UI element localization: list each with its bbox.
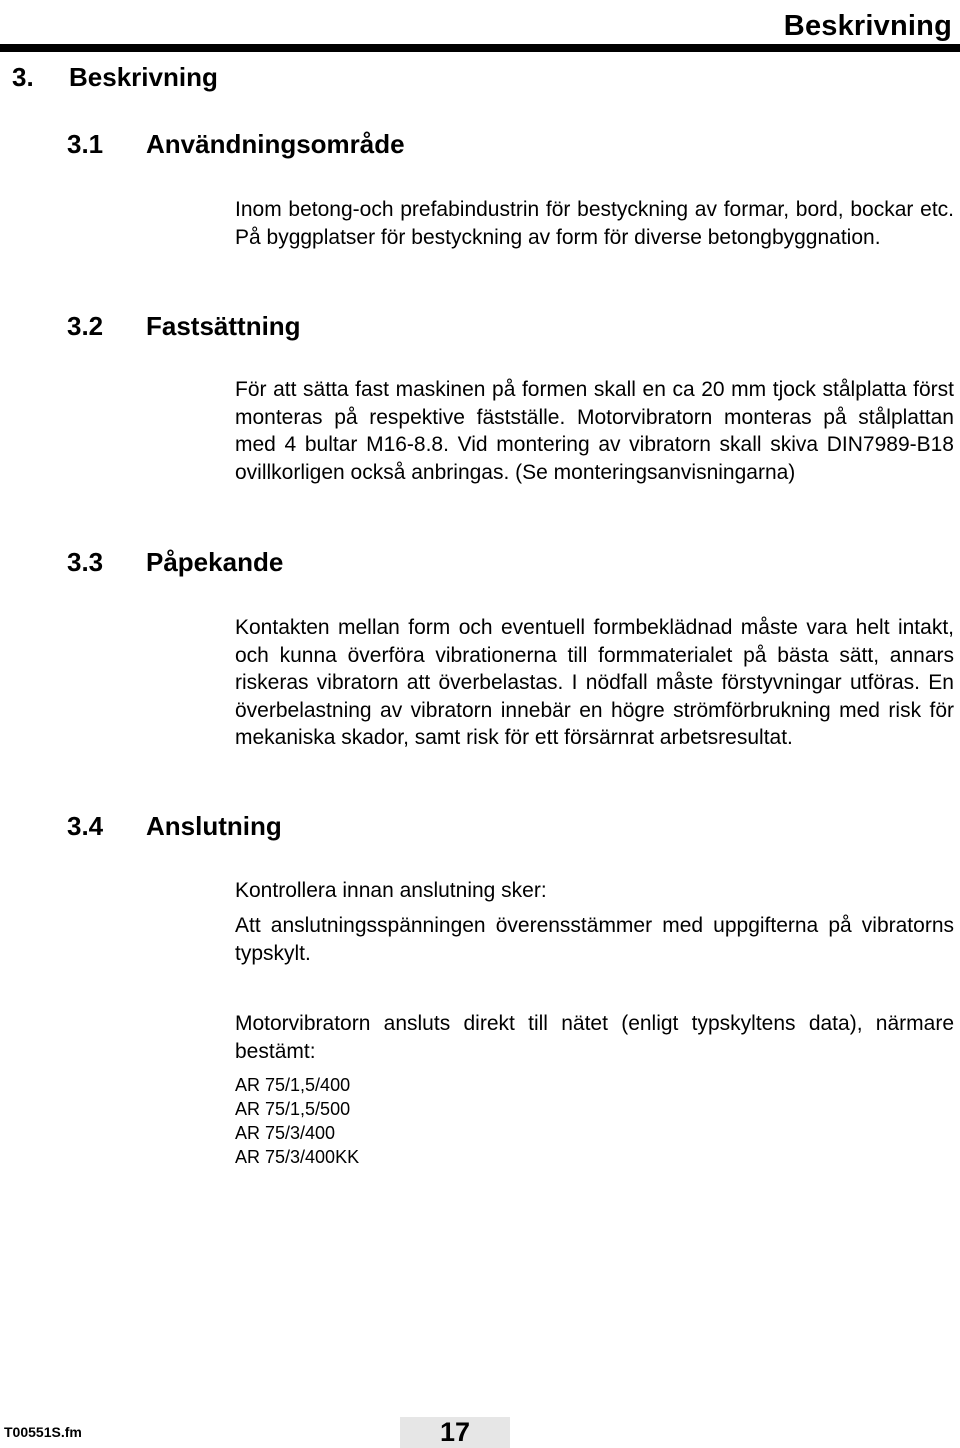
section-heading-3-4 — [67, 811, 282, 842]
header-rule — [0, 44, 960, 52]
section-heading-3-1 — [67, 129, 405, 160]
section-number: 3.2 — [67, 311, 104, 341]
section-number: 3.3 — [67, 547, 104, 577]
chapter-title: Beskrivning — [69, 62, 218, 92]
section-title: Påpekande — [146, 547, 284, 577]
section-heading-3-2 — [67, 311, 301, 342]
header-title: Beskrivning — [783, 10, 952, 42]
list-item: AR 75/1,5/400 — [235, 1075, 351, 1095]
section-3-4-check-intro: Kontrollera innan anslutning sker: — [235, 879, 547, 902]
model-list — [235, 1073, 359, 1169]
list-item: AR 75/3/400KK — [235, 1147, 360, 1167]
chapter-heading — [12, 62, 218, 93]
section-3-4-connection-paragraph: Motorvibratorn ansluts direkt till nätet (enligt typskyltens data), närmare bestämt: — [235, 1012, 954, 1063]
section-3-4-voltage-paragraph: Att anslutningsspänningen överensstämmer med uppgifterna på vibratorns typskylt. — [235, 914, 954, 965]
section-title: Anslutning — [146, 811, 282, 841]
section-number: 3.1 — [67, 129, 104, 159]
section-heading-3-3 — [67, 547, 283, 578]
page-number: 17 — [400, 1417, 510, 1448]
section-3-1-paragraph: Inom betong-och prefabindustrin för bestyckning av formar, bord, bockar etc. På byggplatser för bestyckning av form för diverse betongbyggnation. — [235, 198, 954, 249]
section-title: Användningsområde — [146, 129, 405, 159]
footer-filename: T00551S.fm — [4, 1424, 82, 1440]
list-item: AR 75/1,5/500 — [235, 1099, 351, 1119]
chapter-number: 3. — [12, 62, 34, 92]
section-number: 3.4 — [67, 811, 104, 841]
section-title: Fastsättning — [146, 311, 301, 341]
section-3-3-paragraph: Kontakten mellan form och eventuell formbeklädnad måste vara helt intakt, och kunna överföra vibrationerna till formmaterialet på bästa sätt, annars riskeras vibratorn att överbelastas. I nödfall måste förstyvningar utföras. En överbelastning av vibratorn innebär en högre strömförbrukning med risk för mekaniska skador, samt risk för ett försärnrat arbetsresultat. — [235, 616, 954, 749]
section-3-2-paragraph: För att sätta fast maskinen på formen skall en ca 20 mm tjock stålplatta först monteras på respektive fästställe. Motorvibratorn monteras på stålplattan med 4 bultar M16-8.8. Vid montering av vibratorn skall skiva DIN7989-B18 ovillkorligen också anbringas. (Se monteringsanvisningarna) — [235, 378, 954, 484]
list-item: AR 75/3/400 — [235, 1123, 336, 1143]
